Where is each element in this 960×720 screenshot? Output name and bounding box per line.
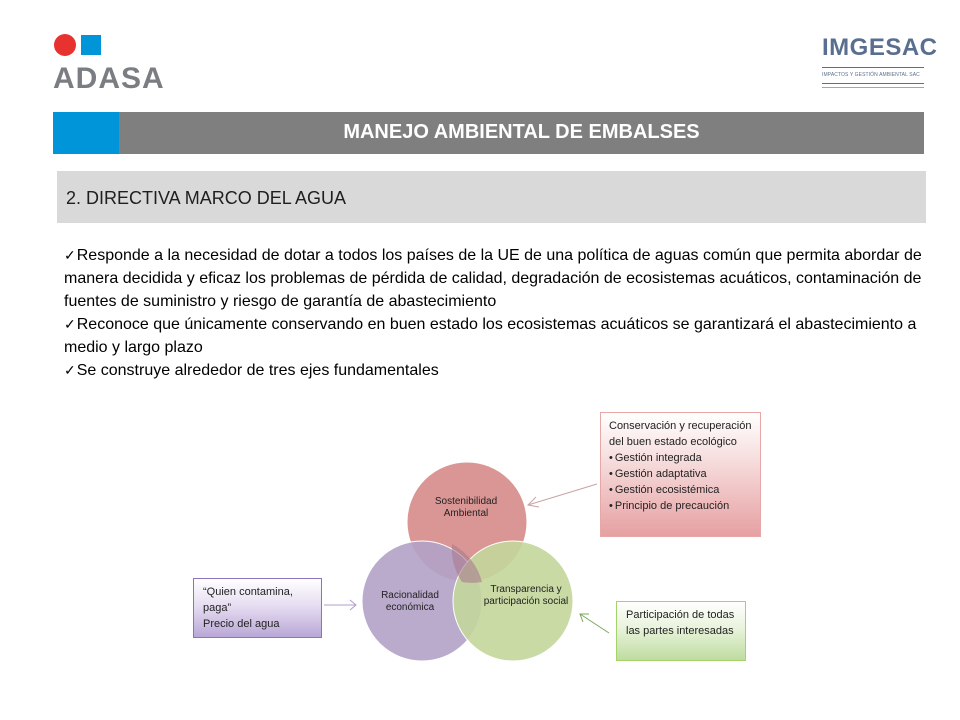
callout-list-item: • Gestión ecosistémica: [609, 482, 752, 498]
imgesac-wordmark: IMGESAC: [822, 34, 938, 61]
callout-transparencia: [616, 601, 746, 661]
callout-price: Precio del agua: [203, 618, 280, 630]
adasa-wordmark: ADASA: [53, 62, 165, 95]
bullet-text: Reconoce que únicamente conservando en buen estado los ecosistemas acuáticos se garantizará el abastecimiento a medio y largo plazo: [64, 316, 917, 356]
callout-racionalidad: [193, 578, 322, 638]
callout-quote: “Quien contamina, paga”: [203, 586, 293, 614]
callout-intro: Conservación y recuperación del buen estado ecológico: [609, 420, 752, 448]
venn-diagram: [330, 455, 630, 675]
checkmark-icon: ✓: [64, 247, 76, 263]
label-transparencia: Transparencia y participación social: [483, 584, 569, 607]
callout-list-item: • Gestión integrada: [609, 450, 752, 466]
checkmark-icon: ✓: [64, 316, 76, 332]
bullet-text: Responde a la necesidad de dotar a todos los países de la UE de una política de aguas común que permita abordar de manera decidida y eficaz los problemas de pérdida de calidad, degradación de ecosistemas acuáticos, contaminación de fuentes de suministro y riesgo de garantía de abastecimiento: [64, 247, 922, 310]
callout-sostenibilidad: [600, 412, 761, 537]
bullet-text: Se construye alrededor de tres ejes fundamentales: [76, 362, 439, 379]
label-racionalidad: Racionalidad económica: [381, 590, 439, 613]
callout-list: [609, 450, 752, 514]
callout-list-item: • Gestión adaptativa: [609, 466, 752, 482]
callout-text: Participación de todas las partes interesadas: [626, 609, 735, 637]
section-title: 2. DIRECTIVA MARCO DEL AGUA: [66, 188, 347, 208]
label-sostenibilidad: Sostenibilidad Ambiental: [434, 496, 498, 519]
page-title: MANEJO AMBIENTAL DE EMBALSES: [343, 121, 700, 143]
callout-list-item: • Principio de precaución: [609, 498, 752, 514]
imgesac-subtitle: IMPACTOS Y GESTIÓN AMBIENTAL SAC: [822, 72, 920, 78]
checkmark-icon: ✓: [64, 362, 76, 378]
